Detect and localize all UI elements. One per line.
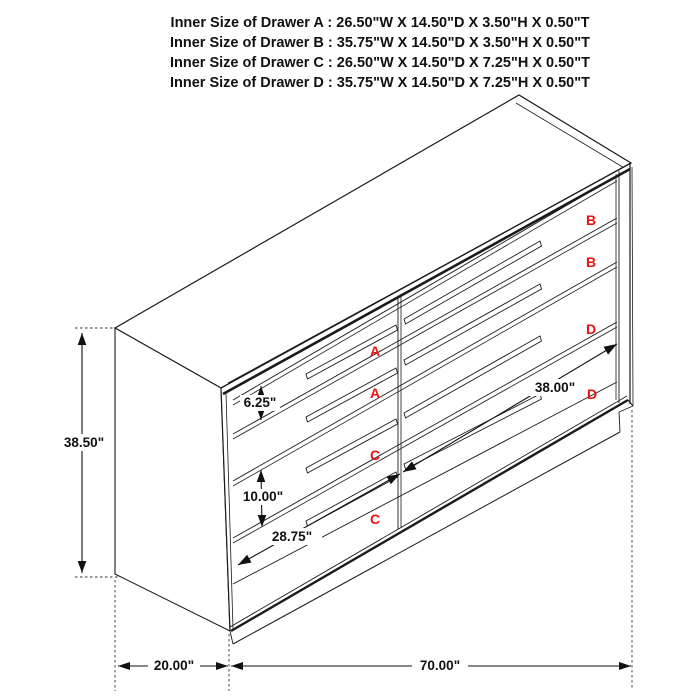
dim-left-drawer-width-label: 28.75" — [271, 529, 313, 544]
drawer-label-b-1: B — [585, 212, 597, 228]
spec-line-drawer-a: Inner Size of Drawer A : 26.50"W X 14.50"D X 3.50"H X 0.50"T — [170, 15, 590, 31]
drawer-label-c-1: C — [369, 447, 381, 463]
drawer-label-d-1: D — [585, 321, 597, 337]
drawer-label-a-2: A — [369, 385, 381, 401]
dim-depth-label: 20.00" — [153, 658, 195, 673]
spec-line-drawer-d: Inner Size of Drawer D : 35.75"W X 14.50"D X 7.25"H X 0.50"T — [170, 75, 590, 91]
drawer-label-b-2: B — [585, 254, 597, 270]
drawer-label-d-2: D — [586, 386, 598, 402]
dim-drawer-ab-height-label: 6.25" — [243, 395, 277, 410]
drawer-label-a-1: A — [369, 343, 381, 359]
dim-overall-width-label: 70.00" — [419, 658, 461, 673]
dim-drawer-cd-height-label: 10.00" — [242, 489, 284, 504]
spec-line-drawer-c: Inner Size of Drawer C : 26.50"W X 14.50"D X 7.25"H X 0.50"T — [170, 55, 590, 71]
drawer-label-c-2: C — [369, 511, 381, 527]
dim-overall-height — [58, 328, 120, 577]
dim-right-drawer-width-label: 38.00" — [534, 380, 576, 395]
spec-line-drawer-b: Inner Size of Drawer B : 35.75"W X 14.50"D X 3.50"H X 0.50"T — [170, 35, 590, 51]
dim-overall-height-label: 38.50" — [63, 435, 105, 450]
